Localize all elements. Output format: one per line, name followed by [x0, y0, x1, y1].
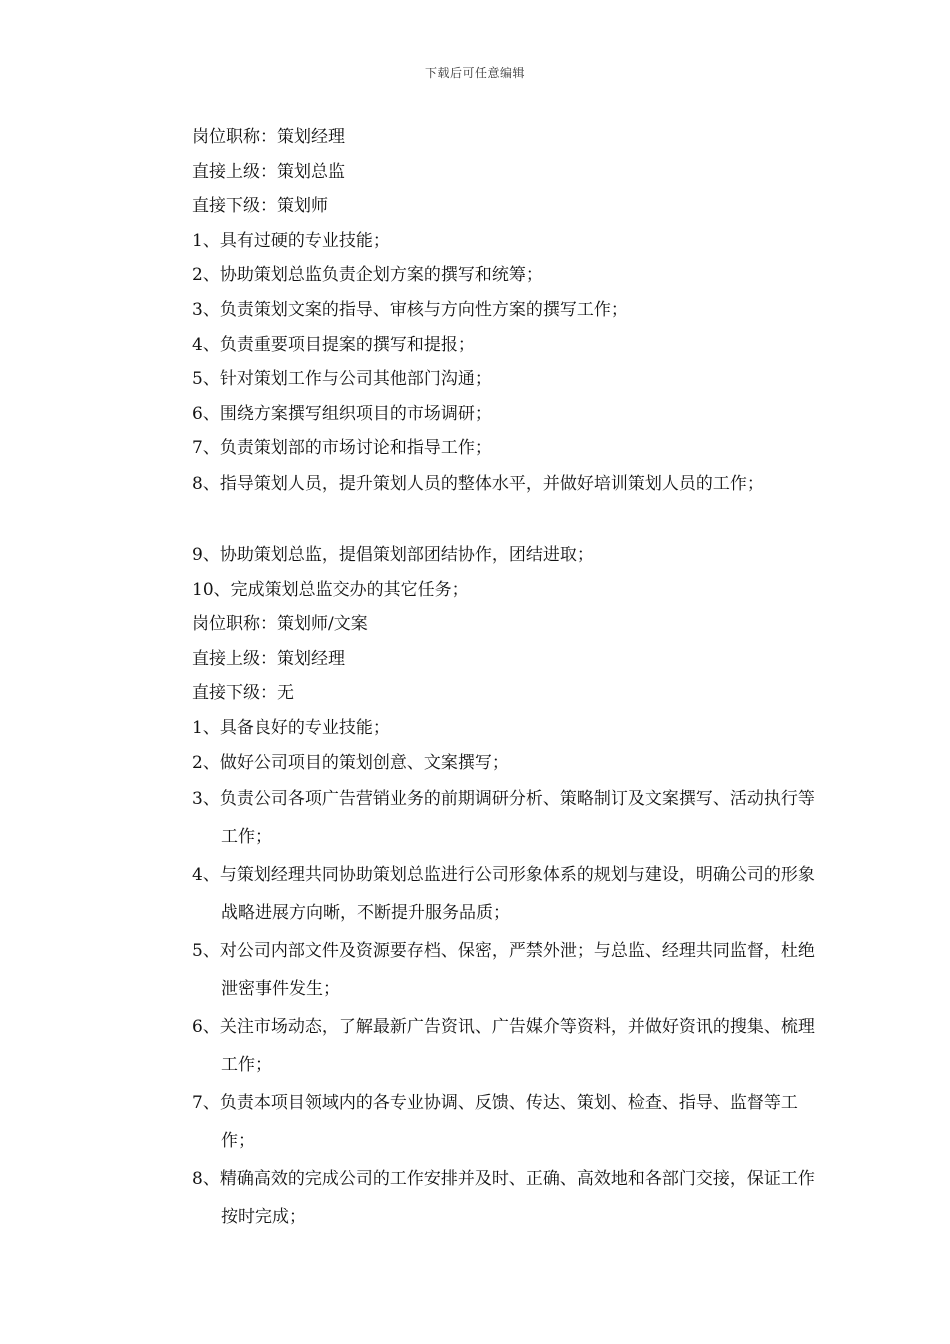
direct-subordinate-line: 直接下级：无 — [192, 683, 294, 704]
duty-item: 4、与策划经理共同协助策划总监进行公司形象体系的规划与建设，明确公司的形象战略进展方向晰，不断提升服务品质； — [192, 865, 815, 924]
direct-subordinate-line: 直接下级：策划师 — [192, 196, 328, 217]
duty-item: 8、精确高效的完成公司的工作安排并及时、正确、高效地和各部门交接，保证工作按时完成； — [192, 1169, 815, 1228]
direct-superior-line: 直接上级：策划经理 — [192, 648, 345, 669]
duty-item: 5、针对策划工作与公司其他部门沟通； — [192, 369, 492, 390]
duty-item: 2、协助策划总监负责企划方案的撰写和统筹； — [192, 265, 543, 286]
duty-item: 5、对公司内部文件及资源要存档、保密，严禁外泄；与总监、经理共同监督，杜绝泄密事件发生； — [192, 941, 815, 1000]
duty-item: 10、完成策划总监交办的其它任务； — [192, 579, 469, 600]
duty-item: 6、关注市场动态，了解最新广告资讯、广告媒介等资料，并做好资讯的搜集、梳理工作； — [192, 1017, 815, 1076]
duty-item: 7、负责本项目领域内的各专业协调、反馈、传达、策划、检查、指导、监督等工作； — [192, 1093, 798, 1152]
duty-item: 1、具备良好的专业技能； — [192, 717, 390, 738]
duty-item: 1、具有过硬的专业技能； — [192, 230, 390, 251]
duty-item: 2、做好公司项目的策划创意、文案撰写； — [192, 752, 509, 773]
duty-item: 8、指导策划人员，提升策划人员的整体水平，并做好培训策划人员的工作； — [192, 473, 764, 494]
job-title-line: 岗位职称：策划师/文案 — [192, 614, 368, 635]
duty-item: 7、负责策划部的市场讨论和指导工作； — [192, 438, 492, 459]
document-body — [145, 120, 817, 1236]
direct-superior-line: 直接上级：策划总监 — [192, 161, 345, 182]
job-title-line: 岗位职称：策划经理 — [192, 127, 345, 147]
duty-item: 9、协助策划总监，提倡策划部团结协作，团结进取； — [192, 544, 594, 565]
duty-item: 6、围绕方案撰写组织项目的市场调研； — [192, 403, 492, 424]
duty-item: 3、负责公司各项广告营销业务的前期调研分析、策略制订及文案撰写、活动执行等工作； — [192, 789, 815, 848]
page-header: 下载后可任意编辑 — [424, 66, 525, 80]
duty-item: 3、负责策划文案的指导、审核与方向性方案的撰写工作； — [192, 299, 628, 320]
duty-item: 4、负责重要项目提案的撰写和提报； — [192, 334, 475, 355]
